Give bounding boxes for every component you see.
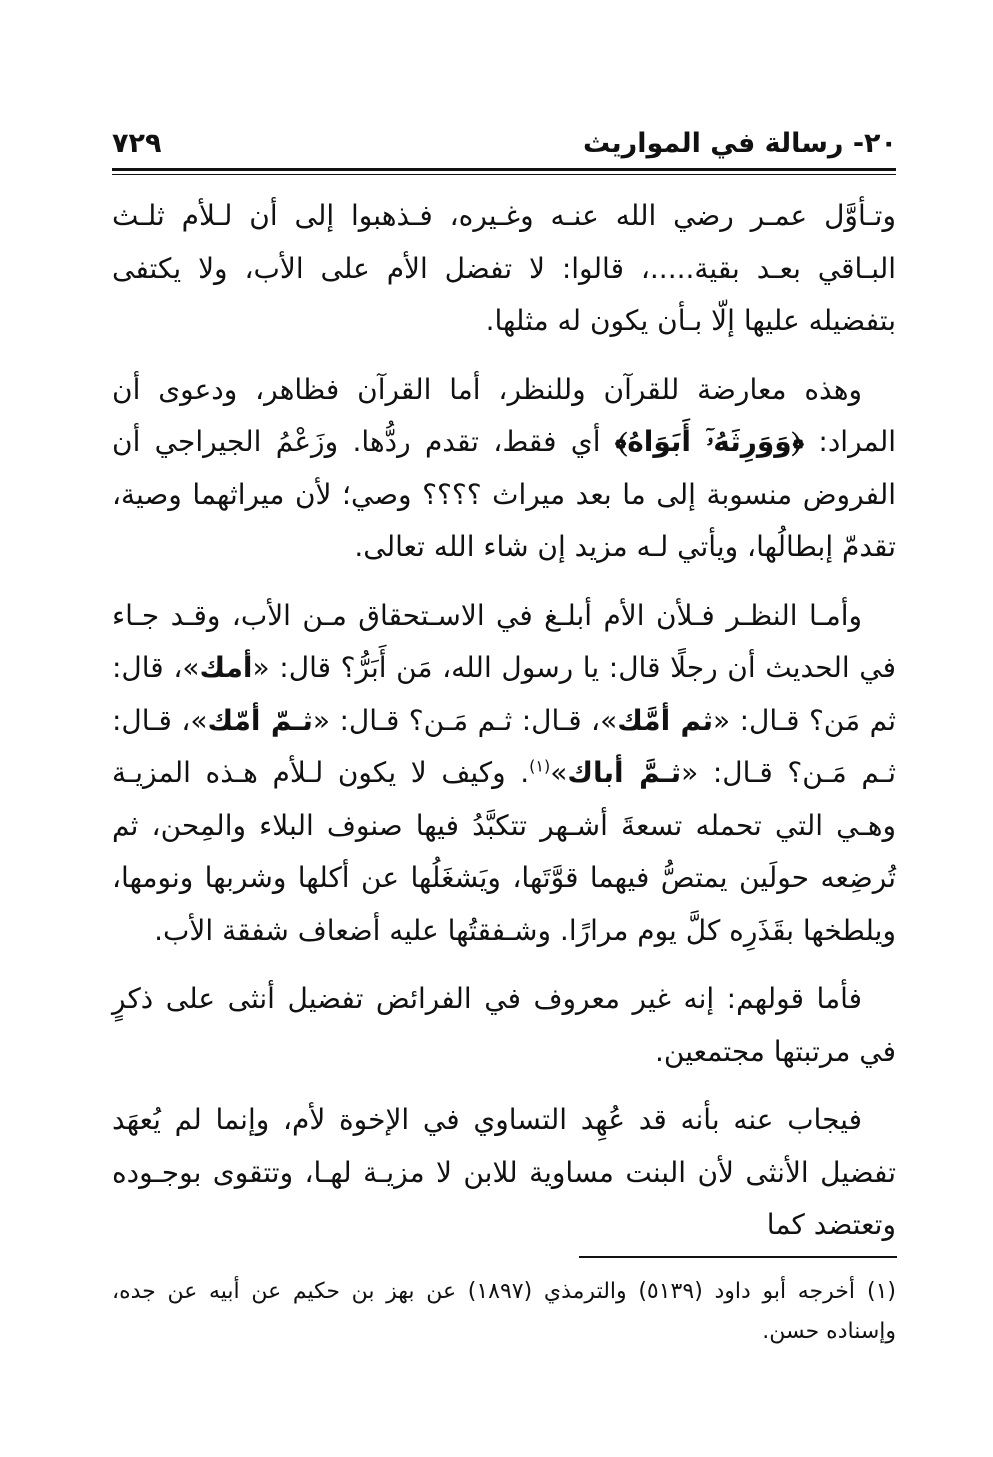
paragraph-2-text-b: أي فقط، تقدم ردُّها. وزَعْمُ الجيراجي أن الفروض منسوبة إلى ما بعد ميراث ؟؟؟؟ وصي؛ لأن ميراثهما وصية، تقدمّ إبطالُها، ويأتي لـه مزيد إن شاء الله تعالى. [112,425,896,563]
paragraph-3-text-d: »، قـال: ثـم مَـن؟ قـال: « [112,703,896,789]
paragraph-3-text-c: »، قـال: ثـم مَـن؟ قـال: « [312,703,618,737]
footnote-number: (١) [866,1279,896,1304]
paragraph-3-text-b: »، قال: ثم مَن؟ قـال: « [112,651,896,737]
footnote-text: أخرجه أبو داود (٥١٣٩) والترمذي (١٨٩٧) عن بهز بن حكيم عن أبيه عن جده، وإسناده حسن. [112,1279,896,1344]
hadith-quote-1: أمك [199,651,253,684]
running-header [112,122,897,166]
hadith-quote-4: ثـمَّ أباك [567,756,682,789]
paragraph-5-text: فيجاب عنه بأنه قد عُهِد التساوي في الإخوة لأم، وإنما لم يُعهَد تفضيل الأنثى لأن البنت مساوية للابن لا مزيـة لهـا، وتتقوى بوجـوده وتعتضد كما [112,1103,896,1241]
paragraph-2 [112,364,896,574]
paragraph-3-text-f: . وكيف لا يكون لـلأم هـذه المزيـة وهـي التي تحمله تسعةَ أشـهر تتكبَّدُ فيها صنوف البلاء والمِحن، ثم تُرضِعه حولَين يمتصُّ فيهما قوَّتَها، ويَشغَلُها عن أكلها وشربها ونومها، ويلطخها بقَذَرِه كلَّ يوم مرارًا. وشـفقتُها عليه أضعاف شفقة الأب. [112,756,896,947]
paragraph-4-text: فأما قولهم: إنه غير معروف في الفرائض تفضيل أنثى على ذكرٍ في مرتبتها مجتمعين. [112,982,896,1068]
main-text [112,190,896,1268]
paragraph-5 [112,1094,896,1252]
footnote-reference[interactable]: (١) [529,756,551,776]
paragraph-3 [112,590,896,958]
paragraph-1-text: وتـأوَّل عمـر رضي الله عنـه وغـيره، فـذهبوا إلى أن لـلأم ثلـث البـاقي بعـد بقية.....، قالوا: لا تفضل الأم على الأب، ولا يكتفى بتفضيله عليها إلّا بـأن يكون له مثلها. [112,199,896,337]
chapter-title: ٢٠- رسالة في المواريث [582,128,897,159]
page-number: ٧٢٩ [112,128,162,159]
paragraph-3-text-e: » [550,756,568,789]
paragraph-3-text-a: وأمـا النظـر فـلأن الأم أبلـغ في الاسـتحقاق مـن الأب، وقـد جـاء في الحديث أن رجلًا قال: يا رسول الله، مَن أَبَرُّ؟ قال: « [112,598,896,684]
hadith-quote-3: ثـمّ أمّك [207,703,313,737]
paragraph-1 [112,190,896,348]
footnote-separator [579,1256,897,1258]
header-rule-thin [112,174,896,175]
paragraph-4 [112,973,896,1078]
hadith-quote-2: ثم أمَّك [617,703,714,737]
quran-quote: ﴿وَوَرِثَهُۥٓ أَبَوَاهُ﴾ [614,425,805,458]
footnotes [112,1272,896,1352]
paragraph-2-text-a: وهذه معارضة للقرآن وللنظر، أما القرآن فظاهر، ودعوى أن المراد: [112,372,897,458]
header-rule-thick [112,168,896,171]
footnote-1 [112,1272,896,1352]
